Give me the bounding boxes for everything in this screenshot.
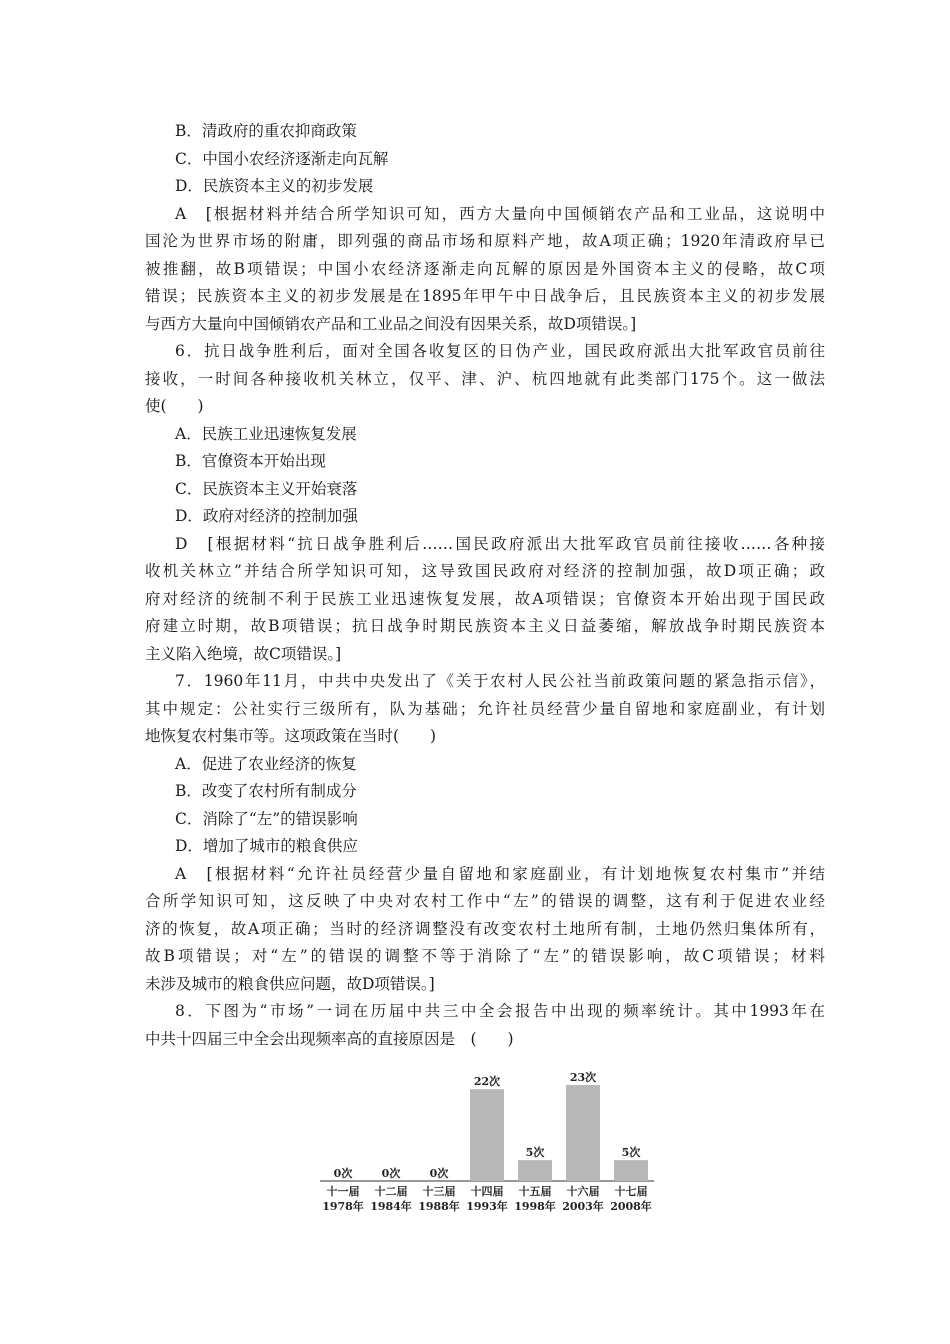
x-tick-label: 十四届 [470,1185,504,1198]
answer-option: C．中国小农经济逐渐走向瓦解 [175,149,389,168]
data-label: 0次 [333,1167,353,1180]
text-line: 其中规定：公社实行三级所有，队为基础；允许社员经营少量自留地和家庭副业，有计划 [145,699,825,718]
text-line: D [根据材料“抗日战争胜利后……国民政府派出大批军政官员前往接收……各种接 [175,534,825,553]
text-line: A [根据材料并结合所学知识可知，西方大量向中国倾销农产品和工业品，这说明中 [175,204,825,223]
text-line: 与西方大量向中国倾销农产品和工业品之间没有因果关系，故D项错误。] [145,314,637,333]
answer-option: A．民族工业迅速恢复发展 [175,424,357,443]
x-tick-label: 十七届 [614,1185,648,1198]
answer-option: B．官僚资本开始出现 [175,452,326,470]
bar [518,1160,552,1181]
text-line: 国沦为世界市场的附庸，即列强的商品市场和原料产地，故A项正确；1920年清政府早已 [145,232,825,250]
text-line: 府建立时期，故B项错误；抗日战争时期民族资本主义日益萎缩，解放战争时期民族资本 [145,617,825,635]
text-line: 收机关林立”并结合所学知识可知，这导致国民政府对经济的控制加强，故D项正确；政 [145,562,825,580]
text-line: A [根据材料“允许社员经营少量自留地和家庭副业，有计划地恢复农村集市”并结 [175,864,825,883]
x-tick-label: 十二届 [374,1185,408,1198]
x-tick-year: 2008年 [610,1200,652,1213]
x-tick-year: 1998年 [514,1200,556,1213]
chart-svg [320,1068,665,1218]
x-tick-year: 1978年 [322,1200,364,1213]
x-tick-label: 十六届 [566,1185,600,1198]
text-line: 府对经济的统制不利于民族工业迅速恢复发展，故A项错误；官僚资本开始出现于国民政 [145,589,825,608]
x-tick-year: 1984年 [370,1200,412,1213]
data-label: 0次 [429,1167,449,1180]
answer-option: B．改变了农村所有制成分 [175,782,357,800]
text-line: 地恢复农村集市等。这项政策在当时( ) [145,727,437,745]
bar [566,1085,600,1181]
answer-option: D．民族资本主义的初步发展 [175,177,374,195]
text-line: 被推翻，故B项错误；中国小农经济逐渐走向瓦解的原因是外国资本主义的侵略，故C项 [145,259,825,278]
answer-option: A．促进了农业经济的恢复 [175,754,357,773]
text-line: 合所学知识可知，这反映了中央对农村工作中“左”的错误的调整，这有利于促进农业经 [145,892,825,910]
bar [614,1160,648,1181]
text-line: 主义陷入绝境，故C项错误。] [145,644,342,663]
x-tick-label: 十三届 [422,1185,456,1198]
x-tick-year: 2003年 [562,1200,604,1213]
text-line: 7．1960年11月，中共中央发出了《关于农村人民公社当前政策问题的紧急指示信》， [175,672,825,690]
bar [470,1089,504,1181]
market-frequency-chart [320,1068,665,1218]
answer-option: C．民族资本主义开始衰落 [175,479,358,498]
data-label: 5次 [525,1146,545,1160]
text-line: 故B项错误；对“左”的错误的调整不等于消除了“左”的错误影响，故C项错误；材料 [145,947,825,965]
x-tick-year: 1993年 [466,1200,508,1213]
text-line: 6．抗日战争胜利后，面对全国各收复区的日伪产业，国民政府派出大批军政官员前往 [175,342,825,360]
text-line: 接收，一时间各种接收机关林立，仅平、津、沪、杭四地就有此类部门175个。这一做法 [145,369,825,388]
document-body [145,118,825,1053]
text-line: 使( ) [145,397,204,415]
text-line: 未涉及城市的粮食供应问题，故D项错误。] [145,974,435,993]
data-label: 23次 [569,1071,597,1084]
answer-option: D．政府对经济的控制加强 [175,507,358,525]
data-label: 22次 [473,1075,501,1089]
answer-option: C．消除了“左”的错误影响 [175,809,358,828]
data-label: 5次 [621,1146,641,1160]
text-line: 8．下图为“市场”一词在历届中共三中全会报告中出现的频率统计。其中1993年在 [175,1002,825,1020]
answer-option: B．清政府的重农抑商政策 [175,122,357,140]
data-label: 0次 [381,1167,401,1180]
x-tick-year: 1988年 [418,1200,460,1213]
text-line: 中共十四届三中全会出现频率高的直接原因是 ( ) [145,1029,514,1048]
text-line: 错误；民族资本主义的初步发展是在1895年甲午中日战争后，且民族资本主义的初步发展 [145,287,825,305]
x-tick-label: 十一届 [326,1185,360,1198]
answer-option: D．增加了城市的粮食供应 [175,837,358,855]
text-line: 济的恢复，故A项正确；当时的经济调整没有改变农村土地所有制，土地仍然归集体所有， [145,919,825,938]
x-tick-label: 十五届 [518,1185,552,1198]
